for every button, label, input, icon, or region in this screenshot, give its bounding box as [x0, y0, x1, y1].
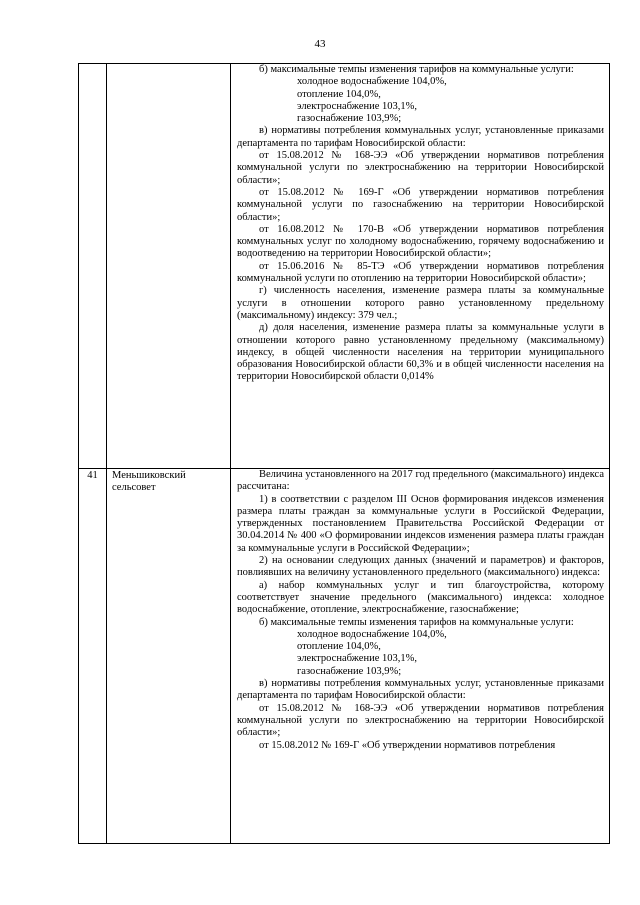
page-number: 43	[314, 38, 326, 50]
list-item: отопление 104,0%,	[297, 88, 381, 100]
list-item: газоснабжение 103,9%;	[297, 113, 402, 125]
paragraph: д) доля населения, изменение размера платы за коммунальные услуги в отношении которого равно установленному предельному (максимальному) индексу, в общей численности населения на территории муниципального образования Новосибирской области 60,3% и в общей численности населения на территории Новосибирской области 0,014%	[237, 322, 604, 383]
paragraph: от 16.08.2012 № 170-В «Об утверждении нормативов потребления коммунальных услуг по холодному водоснабжению, горячему водоснабжению и водоотведению на территории Новосибирской области»;	[237, 223, 604, 260]
row-content	[231, 64, 610, 469]
table-row	[79, 64, 610, 469]
list-item: электроснабжение 103,1%,	[297, 653, 417, 665]
list-item: холодное водоснабжение 104,0%,	[297, 628, 447, 640]
paragraph: от 15.08.2012 № 168-ЭЭ «Об утверждении нормативов потребления коммунальной услуги по электроснабжению на территории Новосибирской области»;	[237, 150, 604, 186]
table-row	[79, 469, 610, 844]
list-item: электроснабжение 103,1%,	[297, 100, 417, 112]
list-item: холодное водоснабжение 104,0%,	[297, 76, 447, 88]
list-item: газоснабжение 103,9%;	[297, 665, 402, 677]
paragraph: б) максимальные темпы изменения тарифов на коммунальные услуги:	[259, 64, 574, 75]
list-item: отопление 104,0%,	[297, 641, 381, 653]
paragraph: а) набор коммунальных услуг и тип благоустройства, которому соответствует значение предельного (максимального) индекса: холодное водоснабжение, отопление, электроснабжение, газоснабжение;	[237, 579, 604, 616]
row-number	[79, 64, 107, 469]
municipality-name	[107, 64, 231, 469]
paragraph: от 15.08.2012 № 169-Г «Об утверждении нормативов потребления коммунальной услуги по газоснабжению на территории Новосибирской области»;	[237, 186, 604, 223]
paragraph: от 15.08.2012 № 169-Г «Об утверждении нормативов потребления	[259, 739, 556, 751]
paragraph: г) численность населения, изменение размера платы за коммунальные услуги в отношении которого равно установленному предельному (максимальному) индексу: 379 чел.;	[237, 285, 604, 321]
paragraph: 1) в соответствии с разделом III Основ формирования индексов изменения размера платы граждан за коммунальные услуги в Российской Федерации, утвержденных постановлением Правительства Российской Федерации от 30.04.2014 № 400 «О формировании индексов изменения размера платы граждан за коммунальные услуги в Российской Федерации»;	[237, 493, 604, 554]
paragraph: в) нормативы потребления коммунальных услуг, установленные приказами департамента по тарифам Новосибирской области:	[237, 125, 604, 149]
row-number: 41	[79, 469, 107, 844]
paragraph: Величина установленного на 2017 год предельного (максимального) индекса рассчитана:	[237, 469, 604, 493]
paragraph: б) максимальные темпы изменения тарифов на коммунальные услуги:	[259, 616, 574, 628]
municipality-name: Меньшиковский сельсовет	[107, 469, 231, 844]
paragraph: в) нормативы потребления коммунальных услуг, установленные приказами департамента по тарифам Новосибирской области:	[237, 678, 604, 702]
document-table	[78, 63, 610, 844]
paragraph: от 15.08.2012 № 168-ЭЭ «Об утверждении нормативов потребления коммунальной услуги по электроснабжению на территории Новосибирской области»;	[237, 702, 604, 739]
row-content	[231, 469, 610, 844]
paragraph: от 15.06.2016 № 85-ТЭ «Об утверждении нормативов потребления коммунальной услуги по отоплению на территории Новосибирской области»;	[237, 260, 604, 285]
paragraph: 2) на основании следующих данных (значений и параметров) и факторов, повлиявших на величину установленного предельного (максимального) индекса:	[237, 555, 604, 579]
